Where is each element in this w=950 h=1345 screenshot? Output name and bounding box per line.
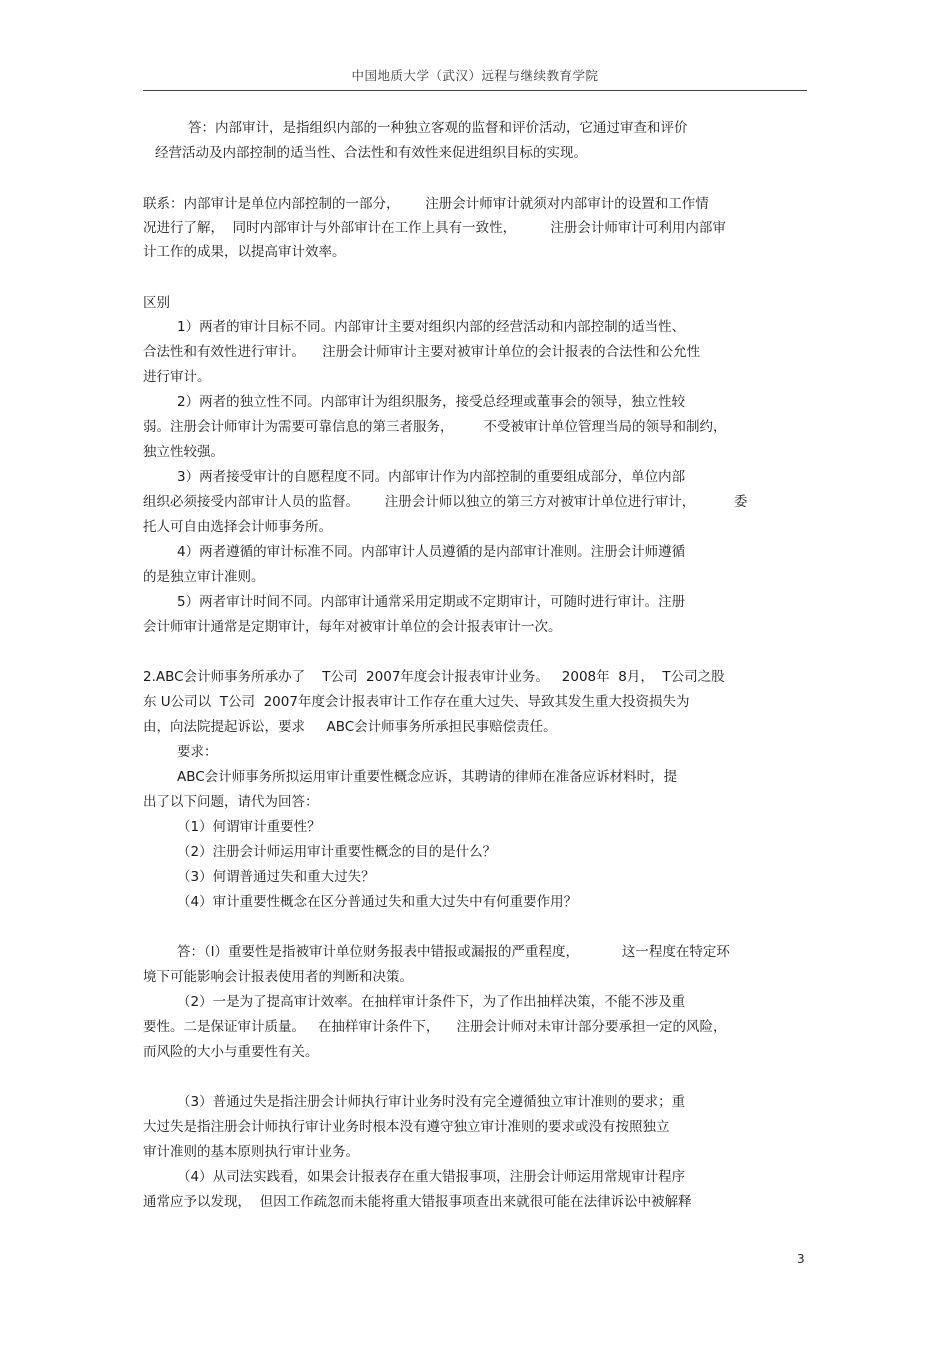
text-line: 2）两者的独立性不同。内部审计为组织服务，接受总经理或董事会的领导，独立性较 <box>177 394 686 410</box>
text-line: 2.ABC会计师事务所承办了 T公司 2007年度会计报表审计业务。 2008年 8月， T公司之股 <box>143 669 725 685</box>
text-line: 弱。注册会计师审计为需要可靠信息的第三者服务， 不受被审计单位管理当局的领导和制约， <box>143 419 727 435</box>
text-line: 要求： <box>177 744 218 760</box>
text-line: 的是独立审计准则。 <box>143 569 265 585</box>
text-line: 计工作的成果，以提高审计效率。 <box>143 244 346 260</box>
text-line: 组织必须接受内部审计人员的监督。 注册会计师以独立的第三方对被审计单位进行审计， 委 <box>143 494 748 510</box>
text-line: 境下可能影响会计报表使用者的判断和决策。 <box>143 969 413 985</box>
text-line: 由，向法院提起诉讼，要求 ABC会计师事务所承担民事赔偿责任。 <box>143 719 557 735</box>
text-line: 要性。二是保证审计质量。 在抽样审计条件下， 注册会计师对未审计部分要承担一定的风险， <box>143 1019 727 1035</box>
text-line: （2）一是为了提高审计效率。在抽样审计条件下，为了作出抽样决策，不能不涉及重 <box>177 994 686 1010</box>
header-rule <box>143 90 807 91</box>
text-line: 联系：内部审计是单位内部控制的一部分， 注册会计师审计就须对内部审计的设置和工作情 <box>143 196 709 212</box>
text-line: 托人可自由选择会计师事务所。 <box>143 519 332 535</box>
text-line: （2）注册会计师运用审计重要性概念的目的是什么？ <box>177 844 497 860</box>
text-line: （1）何谓审计重要性？ <box>177 819 321 835</box>
text-line: 大过失是指注册会计师执行审计业务时根本没有遵守独立审计准则的要求或没有按照独立 <box>143 1119 670 1135</box>
text-line: 合法性和有效性进行审计。 注册会计师审计主要对被审计单位的会计报表的合法性和公允性 <box>143 344 701 360</box>
text-line: 会计师审计通常是定期审计，每年对被审计单位的会计报表审计一次。 <box>143 619 562 635</box>
text-line: 经营活动及内部控制的适当性、合法性和有效性来促进组织目标的实现。 <box>155 145 587 161</box>
text-line: 区别 <box>143 295 170 311</box>
text-line: （4）审计重要性概念在区分普通过失和重大过失中有何重要作用？ <box>177 894 578 910</box>
text-line: 独立性较强。 <box>143 444 224 460</box>
text-line: 东 U公司以 T公司 2007年度会计报表审计工作存在重大过失、导致其发生重大投资损失为 <box>143 694 690 710</box>
text-line: 况进行了解， 同时内部审计与外部审计在工作上具有一致性， 注册会计师审计可利用内部审 <box>143 220 726 236</box>
text-line: 通常应予以发现， 但因工作疏忽而未能将重大错报事项查出来就很可能在法律诉讼中被解释 <box>143 1194 692 1210</box>
page-number: 3 <box>797 1252 805 1266</box>
text-line: （3）普通过失是指注册会计师执行审计业务时没有完全遵循独立审计准则的要求；重 <box>177 1094 686 1110</box>
text-line: 5）两者审计时间不同。内部审计通常采用定期或不定期审计，可随时进行审计。注册 <box>177 594 686 610</box>
text-line: 出了以下问题，请代为回答： <box>143 794 319 810</box>
text-line: 审计准则的基本原则执行审计业务。 <box>143 1144 359 1160</box>
text-line: （3）何谓普通过失和重大过失？ <box>177 869 375 885</box>
text-line: 答：（l）重要性是指被审计单位财务报表中错报或漏报的严重程度， 这一程度在特定环 <box>177 944 730 960</box>
text-line: 答：内部审计，是指组织内部的一种独立客观的监督和评价活动，它通过审查和评价 <box>188 120 688 136</box>
text-line: ABC会计师事务所拟运用审计重要性概念应诉，其聘请的律师在准备应诉材料时，提 <box>177 769 678 785</box>
text-line: 4）两者遵循的审计标准不同。内部审计人员遵循的是内部审计准则。注册会计师遵循 <box>177 544 686 560</box>
text-line: 进行审计。 <box>143 369 211 385</box>
text-line: 而风险的大小与重要性有关。 <box>143 1044 319 1060</box>
text-line: （4）从司法实践看，如果会计报表存在重大错报事项，注册会计师运用常规审计程序 <box>177 1169 686 1185</box>
text-line: 3）两者接受审计的自愿程度不同。内部审计作为内部控制的重要组成部分，单位内部 <box>177 469 686 485</box>
text-line: 1）两者的审计目标不同。内部审计主要对组织内部的经营活动和内部控制的适当性、 <box>177 319 686 335</box>
page-header-title: 中国地质大学（武汉）远程与继续教育学院 <box>351 68 599 83</box>
